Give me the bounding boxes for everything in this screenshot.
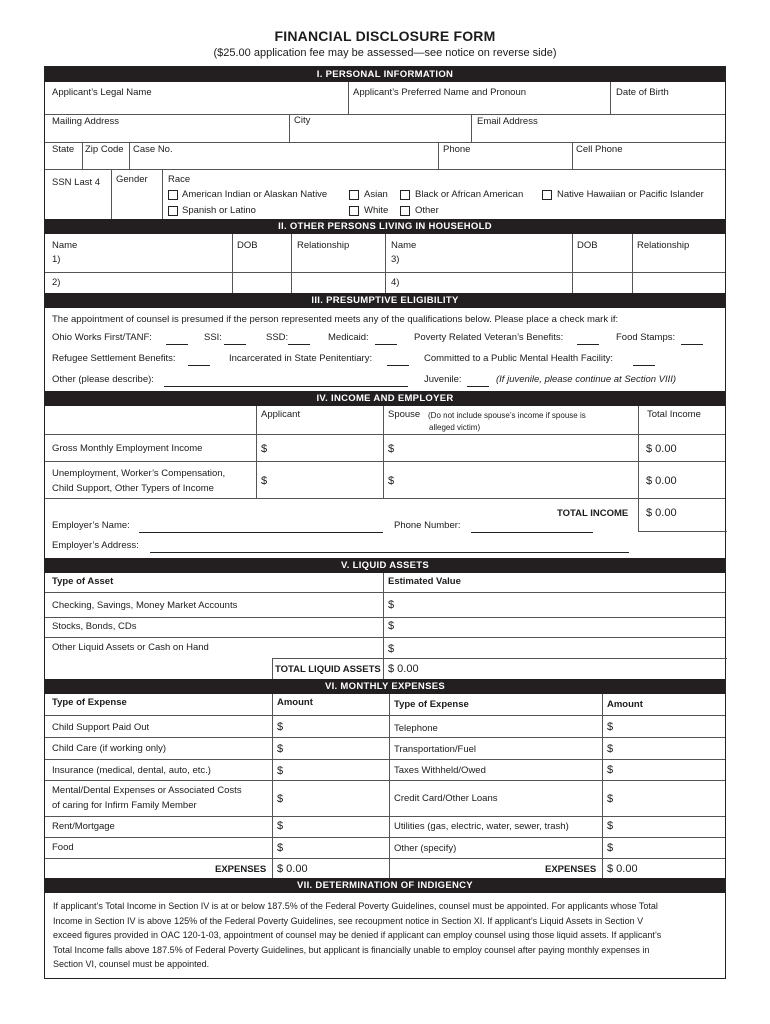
email-label: Email Address [477, 116, 538, 127]
unemployment-label-1: Unemployment, Worker’s Compensation, [52, 468, 226, 479]
section-7-heading: VII. DETERMINATION OF INDIGENCY [45, 878, 725, 893]
unemployment-label-2: Child Support, Other Typers of Income [52, 483, 214, 494]
expense-food: Food [52, 842, 74, 853]
form-body [44, 66, 726, 979]
section-6-heading: VI. MONTHLY EXPENSES [45, 679, 725, 694]
race-option-other: Other [415, 205, 439, 216]
race-label: Race [168, 174, 191, 185]
other-describe-blank[interactable] [164, 386, 408, 387]
legal-name-label: Applicant’s Legal Name [52, 87, 152, 98]
expense-mental-dental-dollar[interactable]: $ [277, 793, 284, 805]
indigency-line-4: Total Income falls above 187.5% of Federal Poverty Guidelines, but applicant is financially unable to employ counsel after paying monthly expenses in [53, 944, 650, 955]
spouse-note-1: (Do not include spouse’s income if spouse is [428, 411, 586, 420]
expense-taxes-dollar[interactable]: $ [607, 764, 614, 776]
veteran-blank[interactable] [577, 344, 599, 345]
state-label: State [52, 144, 75, 155]
asset-stocks-dollar[interactable]: $ [388, 620, 395, 632]
juvenile-blank[interactable] [467, 386, 489, 387]
expense-amount-header-right: Amount [607, 699, 643, 710]
dob-label: Date of Birth [616, 87, 669, 98]
race-checkbox-other[interactable] [400, 206, 410, 216]
refugee-blank[interactable] [188, 365, 210, 366]
gender-label: Gender [116, 174, 148, 185]
asset-row-other: Other Liquid Assets or Cash on Hand [52, 642, 209, 653]
food-stamps-label: Food Stamps: [616, 332, 676, 343]
food-stamps-blank[interactable] [681, 344, 703, 345]
preferred-name-label: Applicant’s Preferred Name and Pronoun [353, 87, 527, 98]
ssd-blank[interactable] [288, 344, 310, 345]
total-income-col-label: Total Income [647, 409, 701, 420]
expense-rent: Rent/Mortgage [52, 821, 115, 832]
section-1-heading: I. PERSONAL INFORMATION [45, 67, 725, 82]
medicaid-label: Medicaid: [328, 332, 369, 343]
expense-taxes: Taxes Withheld/Owed [394, 765, 486, 776]
employer-address-field[interactable] [150, 552, 629, 553]
expense-child-support: Child Support Paid Out [52, 722, 150, 733]
household-row-1: 1) [52, 254, 61, 265]
asset-row-checking: Checking, Savings, Money Market Accounts [52, 600, 238, 611]
asset-checking-dollar[interactable]: $ [388, 599, 395, 611]
expenses-left-value[interactable]: $ 0.00 [277, 863, 308, 875]
race-option-native-hawaiian: Native Hawaiian or Pacific Islander [557, 189, 704, 200]
household-relationship-label-right: Relationship [637, 240, 690, 251]
household-name-label-right: Name [391, 240, 417, 251]
expense-transportation-dollar[interactable]: $ [607, 743, 614, 755]
section-4-heading: IV. INCOME AND EMPLOYER [45, 391, 725, 406]
gross-spouse-dollar[interactable]: $ [388, 443, 395, 455]
veteran-label: Poverty Related Veteran’s Benefits: [414, 332, 564, 343]
other-describe-label: Other (please describe): [52, 374, 154, 385]
asset-row-stocks: Stocks, Bonds, CDs [52, 621, 137, 632]
city-label: City [294, 115, 311, 126]
gross-income-label: Gross Monthly Employment Income [52, 443, 203, 454]
medicaid-blank[interactable] [375, 344, 397, 345]
expense-credit-card: Credit Card/Other Loans [394, 793, 498, 804]
ssi-blank[interactable] [224, 344, 246, 345]
zip-label: Zip Code [85, 144, 124, 155]
expenses-left-label: EXPENSES [215, 864, 267, 875]
expense-insurance: Insurance (medical, dental, auto, etc.) [52, 765, 211, 776]
unemp-applicant-dollar[interactable]: $ [261, 475, 268, 487]
ssn-label: SSN Last 4 [52, 177, 101, 188]
committed-blank[interactable] [633, 365, 655, 366]
expense-mental-dental-2: of caring for Infirm Family Member [52, 800, 197, 811]
race-checkbox-spanish-latino[interactable] [168, 206, 178, 216]
race-option-white: White [364, 205, 389, 216]
expense-telephone: Telephone [394, 723, 438, 734]
indigency-line-2: Income in Section IV is above 125% of the Federal Poverty Guidelines, see recoupment notice in Section XI. If applicant’s Liquid Assets in Section V [53, 915, 644, 926]
expense-type-header-right: Type of Expense [394, 699, 469, 710]
ohio-works-label: Ohio Works First/TANF: [52, 332, 152, 343]
expense-child-support-dollar[interactable]: $ [277, 721, 284, 733]
expense-rent-dollar[interactable]: $ [277, 820, 284, 832]
case-no-label: Case No. [133, 144, 173, 155]
race-checkbox-black[interactable] [400, 190, 410, 200]
form-title: FINANCIAL DISCLOSURE FORM [274, 28, 496, 44]
incarcerated-blank[interactable] [387, 365, 409, 366]
section-2-heading: II. OTHER PERSONS LIVING IN HOUSEHOLD [45, 219, 725, 234]
expense-food-dollar[interactable]: $ [277, 842, 284, 854]
household-row-4: 4) [391, 277, 400, 288]
incarcerated-label: Incarcerated in State Penitentiary: [229, 353, 373, 364]
indigency-line-3: exceed figures provided in OAC 120-1-03, appointment of counsel may be denied if applicant can employ counsel using those liquid assets. If applicant’s [53, 930, 662, 940]
expense-mental-dental-1: Mental/Dental Expenses or Associated Costs [52, 785, 242, 796]
expense-telephone-dollar[interactable]: $ [607, 721, 614, 733]
refugee-label: Refugee Settlement Benefits: [52, 353, 176, 364]
expenses-right-value[interactable]: $ 0.00 [607, 863, 638, 875]
section-5-heading: V. LIQUID ASSETS [45, 558, 725, 573]
employer-name-field[interactable] [139, 532, 383, 533]
race-option-spanish-latino: Spanish or Latino [182, 205, 256, 216]
expenses-right-label: EXPENSES [545, 864, 597, 875]
section-3-heading: III. PRESUMPTIVE ELIGIBILITY [45, 293, 725, 308]
household-row-3: 3) [391, 254, 400, 265]
form-subtitle: ($25.00 application fee may be assessed—see notice on reverse side) [213, 47, 557, 59]
expense-other-dollar[interactable]: $ [607, 842, 614, 854]
expense-utilities: Utilities (gas, electric, water, sewer, trash) [394, 821, 569, 832]
committed-label: Committed to a Public Mental Health Facility: [424, 353, 614, 364]
employer-phone-label: Phone Number: [394, 520, 461, 531]
spouse-note-2: alleged victim) [429, 423, 481, 432]
asset-value-header: Estimated Value [388, 576, 461, 587]
gross-applicant-dollar[interactable]: $ [261, 443, 268, 455]
expense-type-header-left: Type of Expense [52, 697, 127, 708]
employer-name-label: Employer’s Name: [52, 520, 130, 531]
household-relationship-label-left: Relationship [297, 240, 350, 251]
expense-amount-header-left: Amount [277, 697, 313, 708]
ohio-works-blank[interactable] [166, 344, 188, 345]
juvenile-note: (If juvenile, please continue at Section VIII) [496, 374, 677, 385]
gross-total-value[interactable]: $ 0.00 [646, 443, 677, 455]
expense-child-care: Child Care (if working only) [52, 743, 167, 754]
presumptive-intro: The appointment of counsel is presumed if the person represented meets any of the qualifications below. Please place a check mark if: [52, 314, 619, 325]
household-dob-label-left: DOB [237, 240, 258, 251]
unemp-total-value[interactable]: $ 0.00 [646, 475, 677, 487]
expense-transportation: Transportation/Fuel [394, 744, 477, 755]
race-checkbox-american-indian[interactable] [168, 190, 178, 200]
race-checkbox-native-hawaiian[interactable] [542, 190, 552, 200]
race-checkbox-asian[interactable] [349, 190, 359, 200]
cell-phone-label: Cell Phone [576, 144, 623, 155]
asset-type-header: Type of Asset [52, 576, 114, 587]
employer-address-label: Employer’s Address: [52, 540, 139, 551]
total-liquid-assets-value[interactable]: $ 0.00 [388, 663, 419, 675]
expense-child-care-dollar[interactable]: $ [277, 743, 284, 755]
indigency-paragraph [53, 899, 717, 972]
household-name-label-left: Name [52, 240, 78, 251]
household-dob-label-right: DOB [577, 240, 598, 251]
expense-credit-card-dollar[interactable]: $ [607, 793, 614, 805]
race-option-asian: Asian [364, 189, 388, 200]
indigency-line-1: If applicant’s Total Income in Section IV is at or below 187.5% of the Federal Poverty Guidelines, counsel must be appointed. For applicants whose Total [53, 901, 658, 911]
expense-other: Other (specify) [394, 843, 457, 854]
unemp-spouse-dollar[interactable]: $ [388, 475, 395, 487]
total-income-value[interactable]: $ 0.00 [646, 507, 677, 519]
total-income-label: TOTAL INCOME [557, 508, 629, 519]
ssi-label: SSI: [204, 332, 222, 343]
race-option-black: Black or African American [415, 189, 524, 200]
juvenile-label: Juvenile: [424, 374, 462, 385]
ssd-label: SSD: [266, 332, 289, 343]
asset-other-dollar[interactable]: $ [388, 643, 395, 655]
total-liquid-assets-label: TOTAL LIQUID ASSETS [275, 664, 381, 675]
race-option-american-indian: American Indian or Alaskan Native [182, 189, 328, 200]
expense-insurance-dollar[interactable]: $ [277, 765, 284, 777]
mailing-address-label: Mailing Address [52, 116, 120, 127]
employer-phone-field[interactable] [471, 532, 593, 533]
spouse-col-label: Spouse [388, 409, 421, 420]
household-row-2: 2) [52, 277, 61, 288]
applicant-col-label: Applicant [261, 409, 301, 420]
expense-utilities-dollar[interactable]: $ [607, 820, 614, 832]
indigency-line-5: Section VI, counsel must be appointed. [53, 959, 210, 969]
phone-label: Phone [443, 144, 471, 155]
race-checkbox-white[interactable] [349, 206, 359, 216]
